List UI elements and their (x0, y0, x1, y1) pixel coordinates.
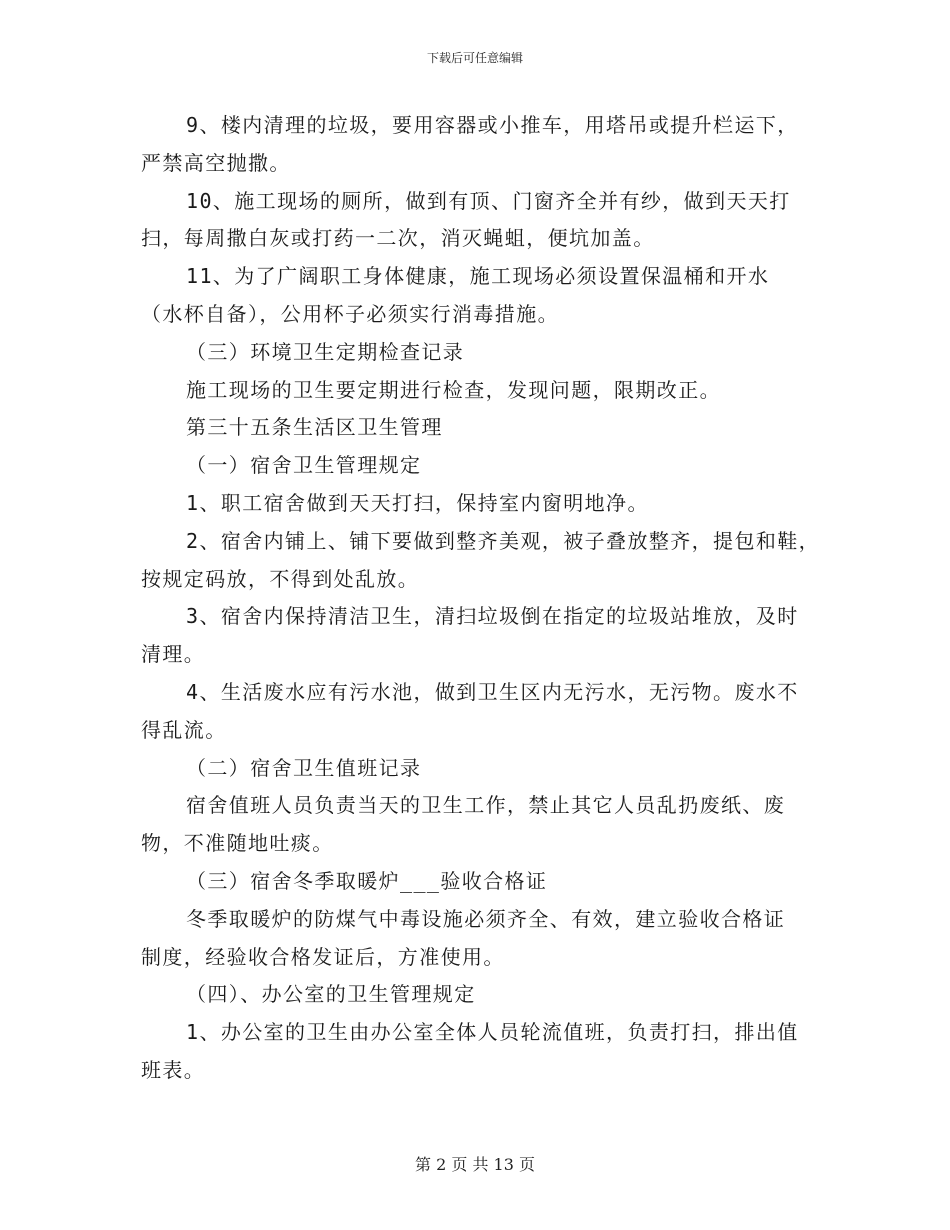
text-line: 班表。 (141, 1057, 206, 1082)
text-line: 1、职工宿舍做到天天打扫，保持室内窗明地净。 (186, 490, 649, 515)
text-line: 9、楼内清理的垃圾，要用容器或小推车，用塔吊或提升栏运下， (186, 113, 799, 137)
text-line: 3、宿舍内保持清洁卫生，清扫垃圾倒在指定的垃圾站堆放，及时 (186, 604, 799, 629)
text-line: 施工现场的卫生要定期进行检查，发现问题，限期改正。 (186, 377, 721, 402)
text-line: 1、办公室的卫生由办公室全体人员轮流值班，负责打扫，排出值 (186, 1020, 799, 1045)
text-line: 得乱流。 (141, 717, 227, 742)
section-heading: （一）宿舍卫生管理规定 (186, 453, 422, 478)
text-line: 扫，每周撒白灰或打药一二次，消灭蝇蛆，便坑加盖。 (141, 226, 655, 251)
text-line: 制度，经验收合格发证后，方准使用。 (141, 944, 505, 969)
text-line: 按规定码放，不得到处乱放。 (141, 566, 420, 591)
section-heading: （三）宿舍冬季取暖炉___验收合格证 (186, 868, 548, 893)
document-body (141, 107, 821, 1090)
page-number: 第 2 页 共 13 页 (415, 1155, 535, 1174)
text-line: 4、生活废水应有污水池，做到卫生区内无污水，无污物。废水不 (186, 679, 799, 704)
text-line: 严禁高空抛撒。 (141, 150, 291, 175)
text-line: 物，不准随地吐痰。 (141, 831, 334, 856)
article-heading: 第三十五条生活区卫生管理 (186, 415, 443, 440)
page-header-note: 下载后可任意编辑 (426, 51, 523, 65)
text-line: （水杯自备），公用杯子必须实行消毒措施。 (141, 301, 559, 326)
text-line: 11、为了广阔职工身体健康，施工现场必须设置保温桶和开水 (186, 264, 770, 289)
text-line: 宿舍值班人员负责当天的卫生工作，禁止其它人员乱扔废纸、废 (186, 793, 786, 818)
text-line: 10、施工现场的厕所，做到有顶、门窗齐全并有纱，做到天天打 (186, 188, 791, 213)
text-line: 清理。 (141, 642, 206, 667)
section-heading: （四）、办公室的卫生管理规定 (186, 982, 476, 1007)
section-heading: （三）环境卫生定期检查记录 (186, 339, 465, 364)
text-line: 2、宿舍内铺上、铺下要做到整齐美观，被子叠放整齐，提包和鞋， (186, 528, 821, 553)
text-line: 冬季取暖炉的防煤气中毒设施必须齐全、有效，建立验收合格证 (186, 906, 786, 931)
section-heading: （二）宿舍卫生值班记录 (186, 755, 422, 780)
